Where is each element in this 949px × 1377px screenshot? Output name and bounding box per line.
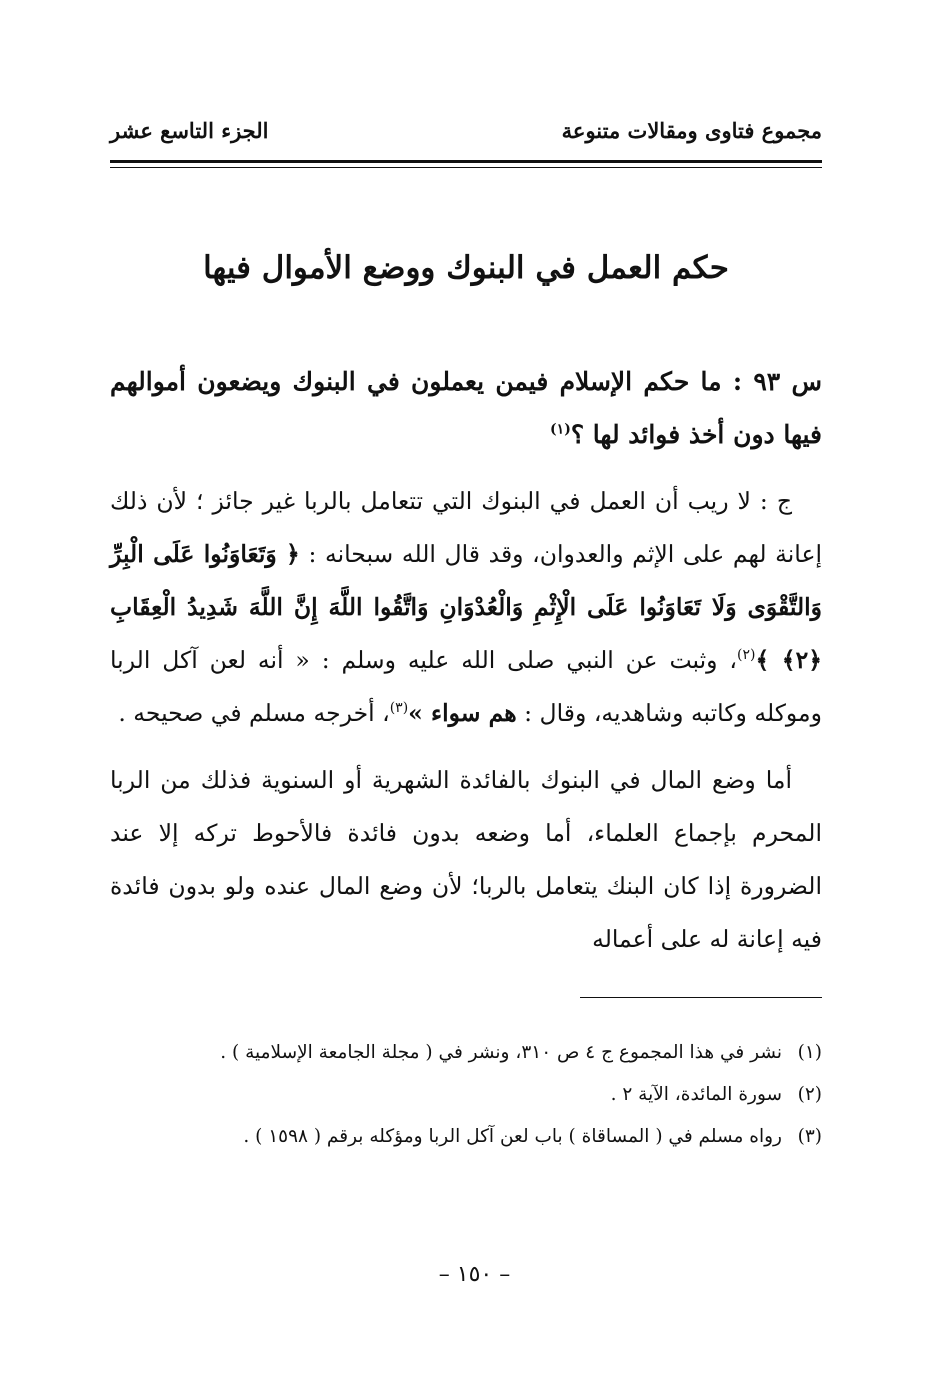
footnote — [110, 1035, 822, 1071]
header-rule — [110, 160, 822, 168]
answer-part3: ، أخرجه مسلم في صحيحه . — [118, 699, 390, 727]
footnote-ref-1: (١) — [550, 421, 571, 438]
footnote-number: (١) — [797, 1042, 822, 1063]
footnotes — [110, 1035, 822, 1161]
footnote-number: (٢) — [797, 1084, 822, 1105]
footnote-ref-3: (٣) — [389, 700, 409, 717]
footnote-text: سورة المائدة، الآية ٢ . — [610, 1084, 782, 1105]
question-label: س ٩٣ : — [732, 367, 822, 396]
answer-paragraph — [110, 475, 822, 740]
chapter-title: حكم العمل في البنوك ووضع الأموال فيها — [203, 250, 729, 286]
footnote-number: (٣) — [797, 1126, 822, 1147]
footnote — [110, 1077, 822, 1113]
answer-part1: ج : لا ريب أن العمل في البنوك التي تتعامل بالربا غير جائز ؛ لأن ذلك إعانة لهم على الإثم والعدوان، وقد قال الله سبحانه : — [110, 487, 822, 568]
hadith-quote-end: هم سواء » — [408, 699, 517, 727]
footnote-text: نشر في هذا المجموع ج ٤ ص ٣١٠، ونشر في ( مجلة الجامعة الإسلامية ) . — [220, 1042, 782, 1063]
book-title: مجموع فتاوى ومقالات متنوعة — [561, 118, 822, 143]
volume-label: الجزء التاسع عشر — [110, 118, 269, 143]
answer-part2: ، وثبت عن النبي صلى الله عليه وسلم : « أنه لعن آكل الربا وموكله وكاتبه وشاهديه، وقال : — [110, 646, 822, 727]
body-text — [110, 355, 822, 980]
footnote-ref-2: (٢) — [736, 647, 756, 664]
quran-verse: ﴿ وَتَعَاوَنُوا عَلَى الْبِرِّ وَالتَّقْوَى وَلَا تَعَاوَنُوا عَلَى الْإِثْمِ وَالْعُدْوَانِ وَاتَّقُوا اللَّهَ إِنَّ اللَّهَ شَدِيدُ الْعِقَابِ ﴿٢﴾ ﴾ — [110, 540, 822, 674]
footnote-text: رواه مسلم في ( المساقاة ) باب لعن آكل الربا ومؤكله برقم ( ١٥٩٨ ) . — [243, 1126, 782, 1147]
question-paragraph — [110, 355, 822, 461]
paragraph-2: أما وضع المال في البنوك بالفائدة الشهرية أو السنوية فذلك من الربا المحرم بإجماع العلماء، أما وضعه بدون فائدة فالأحوط تركه إلا عند الضرورة إذا كان البنك يتعامل بالربا؛ لأن وضع المال عنده ولو بدون فائدة فيه إعانة له على أعماله — [110, 766, 822, 953]
page-number: – ١٥٠ – — [438, 1262, 511, 1287]
footnote — [110, 1119, 822, 1155]
footnote-rule — [580, 997, 822, 998]
running-header — [110, 118, 822, 143]
question-text: ما حكم الإسلام فيمن يعملون في البنوك ويضعون أموالهم فيها دون أخذ فوائد لها ؟ — [110, 367, 822, 449]
